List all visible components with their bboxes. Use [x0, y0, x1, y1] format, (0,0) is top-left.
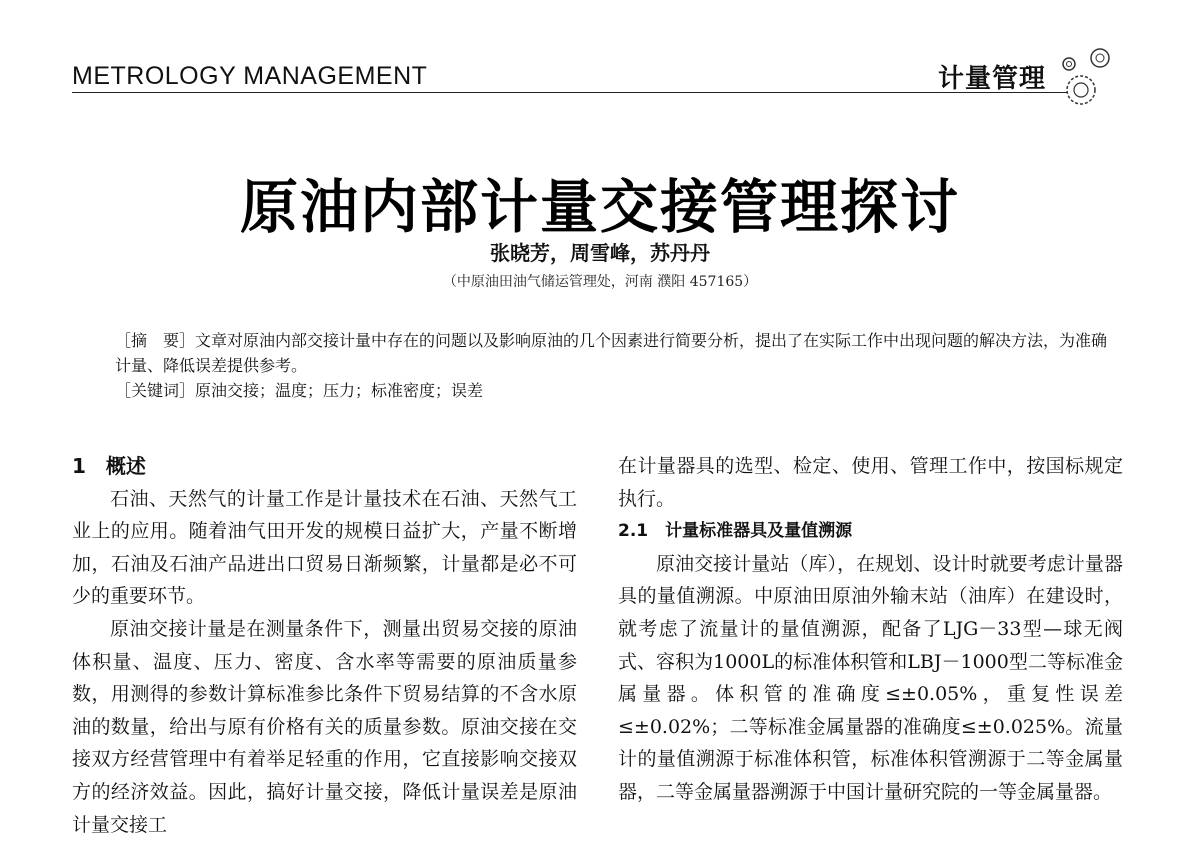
paragraph: 原油交接计量站（库），在规划、设计时就要考虑计量器具的量值溯源。中原油田原油外输末站（油库）在建设时，就考虑了流量计的量值溯源，配备了LJG－33型—球无阀式、容积为1000L的标准体积管和LBJ－1000型二等标准金属量器。体积管的准确度≤±0.05%，重复性误差≤±0.02%；二等标准金属量器的准确度≤±0.025%。流量计的量值溯源于标准体积管，标准体积管溯源于二等金属量器，二等金属量器溯源于中国计量研究院的一等金属量器。 — [618, 552, 1123, 803]
header-rule — [72, 92, 1067, 93]
journal-section-cn: 计量管理 — [938, 64, 1047, 94]
left-column — [72, 450, 577, 841]
decorative-circles-icon — [1055, 44, 1125, 109]
journal-section-en: METROLOGY MANAGEMENT — [72, 62, 428, 90]
article-affiliation: （中原油田油气储运管理处，河南 濮阳 457165） — [442, 274, 758, 290]
keywords-text: ［关键词］原油交接；温度；压力；标准密度；误差 — [115, 381, 484, 400]
right-column — [618, 450, 1123, 809]
paragraph: 石油、天然气的计量工作是计量技术在石油、天然气工业上的应用。随着油气田开发的规模日益扩大，产量不断增加，石油及石油产品进出口贸易日渐频繁，计量都是必不可少的重要环节。 — [72, 487, 577, 608]
abstract-block — [115, 328, 1115, 403]
article-title: 原油内部计量交接管理探讨 — [239, 173, 960, 241]
abstract-text: ［摘 要］文章对原油内部交接计量中存在的问题以及影响原油的几个因素进行简要分析，提出了在实际工作中出现问题的解决方法，为准确计量、降低误差提供参考。 — [115, 331, 1108, 375]
paragraph: 原油交接计量是在测量条件下，测量出贸易交接的原油体积量、温度、压力、密度、含水率等需要的原油质量参数，用测得的参数计算标准参比条件下贸易结算的不含水原油的数量，给出与原有价格有关的质量参数。原油交接在交接双方经营管理中有着举足轻重的作用，它直接影响交接双方的经济效益。因此，搞好计量交接，降低计量误差是原油计量交接工 — [72, 617, 577, 836]
section-heading-2-1: 2.1 计量标准器具及量值溯源 — [618, 521, 853, 542]
article-authors: 张晓芳，周雪峰，苏丹丹 — [490, 241, 710, 265]
paragraph: 在计量器具的选型、检定、使用、管理工作中，按国标规定执行。 — [618, 455, 1123, 510]
section-heading-1: 1 概述 — [72, 454, 146, 478]
